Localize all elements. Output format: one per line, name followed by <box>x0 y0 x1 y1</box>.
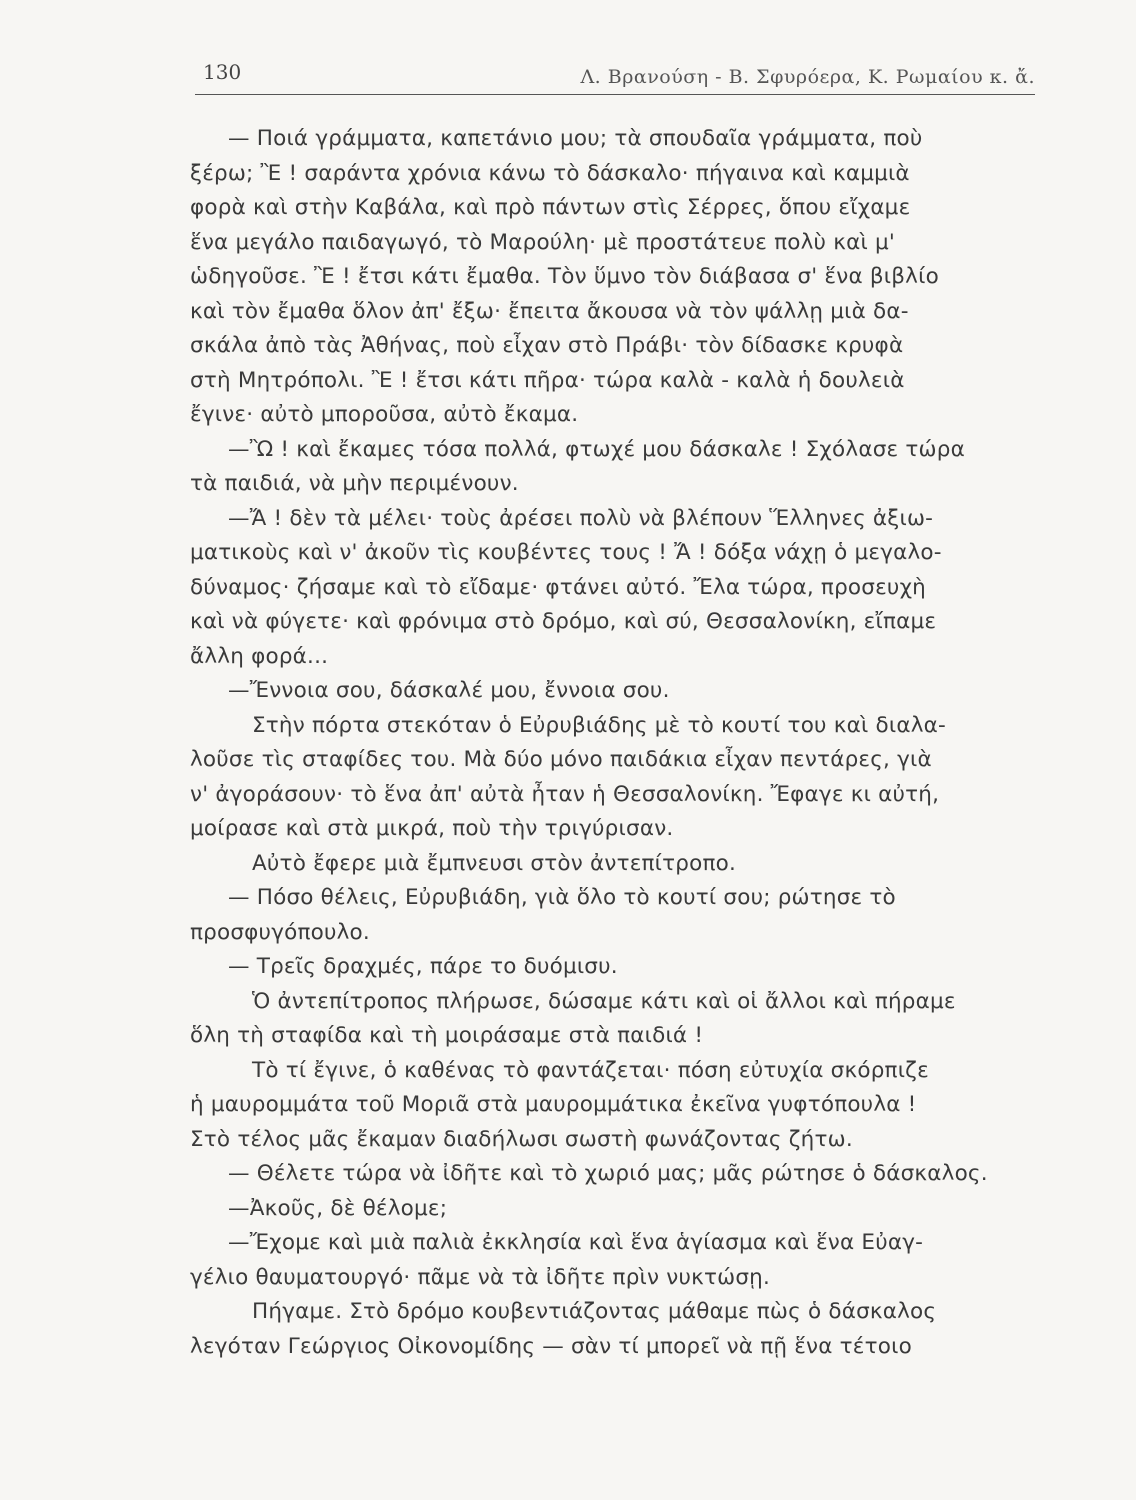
text-line: ν' ἀγοράσουν· τὸ ἕνα ἀπ' αὐτὰ ἦταν ἡ Θεσσαλονίκη. Ἔφαγε κι αὐτή, <box>190 781 940 807</box>
text-line: ὡδηγοῦσε. Ἒ ! ἔτσι κάτι ἔμαθα. Τὸν ὕμνο τὸν διάβασα σ' ἕνα βιβλίο <box>190 264 939 289</box>
page-number: 130 <box>203 60 242 84</box>
text-line: στὴ Μητρόπολι. Ἒ ! ἔτσι κάτι πῆρα· τώρα καλὰ - καλὰ ἡ δουλειὰ <box>190 367 905 393</box>
text-line: μοίρασε καὶ στὰ μικρά, ποὺ τὴν τριγύρισαν. <box>190 816 674 841</box>
text-line: δύναμος· ζήσαμε καὶ τὸ εἴδαμε· φτάνει αὐτό. Ἔλα τώρα, προσευχὴ <box>190 574 927 600</box>
body-text <box>190 122 1040 1364</box>
text-line: φορὰ καὶ στὴν Καβάλα, καὶ πρὸ πάντων στὶς Σέρρες, ὅπου εἴχαμε <box>190 195 911 220</box>
text-line: λοῦσε τὶς σταφίδες του. Μὰ δύο μόνο παιδάκια εἶχαν πεντάρες, γιὰ <box>190 747 932 772</box>
text-line: τὰ παιδιά, νὰ μὴν περιμένουν. <box>190 471 519 496</box>
text-line: Αὐτὸ ἔφερε μιὰ ἔμπνευσι στὸν ἀντεπίτροπο. <box>252 850 737 876</box>
text-line: —Ἄ ! δὲν τὰ μέλει· τοὺς ἀρέσει πολὺ νὰ βλέπουν Ἕλληνες ἀξιω- <box>228 505 934 531</box>
text-line: — Ποιά γράμματα, καπετάνιο μου; τὰ σπουδαῖα γράμματα, ποὺ <box>228 126 923 151</box>
text-line: —Ἔννοια σου, δάσκαλέ μου, ἔννοια σου. <box>228 678 670 703</box>
text-line: — Θέλετε τώρα νὰ ἰδῆτε καὶ τὸ χωριό μας; μᾶς ρώτησε ὁ δάσκαλος. <box>228 1161 988 1186</box>
text-line: ὅλη τὴ σταφίδα καὶ τὴ μοιράσαμε στὰ παιδιά ! <box>190 1023 704 1048</box>
text-line: Τὸ τί ἔγινε, ὁ καθένας τὸ φαντάζεται· πόση εὐτυχία σκόρπιζε <box>252 1057 929 1083</box>
text-line: — Τρεῖς δραχμές, πάρε το δυόμισυ. <box>228 954 618 979</box>
text-line: λεγόταν Γεώργιος Οἰκονομίδης — σὰν τί μπορεῖ νὰ πῇ ἕνα τέτοιο <box>190 1333 912 1359</box>
text-line: ἡ μαυρομμάτα τοῦ Μοριᾶ στὰ μαυρομμάτικα ἐκεῖνα γυφτόπουλα ! <box>190 1092 917 1117</box>
text-line: —Ἀκοῦς, δὲ θέλομε; <box>228 1195 448 1221</box>
text-line: — Πόσο θέλεις, Εὐρυβιάδη, γιὰ ὅλο τὸ κουτί σου; ρώτησε τὸ <box>228 885 896 910</box>
text-line: Στὸ τέλος μᾶς ἔκαμαν διαδήλωσι σωστὴ φωνάζοντας ζήτω. <box>190 1126 853 1152</box>
text-line: προσφυγόπουλο. <box>190 919 370 945</box>
text-line: σκάλα ἀπὸ τὰς Ἀθήνας, ποὺ εἶχαν στὸ Πράβι· τὸν δίδασκε κρυφὰ <box>190 333 904 358</box>
text-line: —Ἔχομε καὶ μιὰ παλιὰ ἐκκλησία καὶ ἕνα ἁγίασμα καὶ ἕνα Εὐαγ- <box>228 1230 924 1255</box>
text-line: Πήγαμε. Στὸ δρόμο κουβεντιάζοντας μάθαμε πὼς ὁ δάσκαλος <box>252 1299 937 1324</box>
text-line: ἕνα μεγάλο παιδαγωγό, τὸ Μαρούλη· μὲ προστάτευε πολὺ καὶ μ' <box>190 229 895 255</box>
running-head: Λ. Βρανούση - Β. Σφυρόερα, Κ. Ρωμαίου κ. ἄ. <box>580 66 1035 88</box>
text-line: ματικοὺς καὶ ν' ἀκοῦν τὶς κουβέντες τους ! Ἄ ! δόξα νάχῃ ὁ μεγαλο- <box>190 540 942 565</box>
text-line: —Ὢ ! καὶ ἔκαμες τόσα πολλά, φτωχέ μου δάσκαλε ! Σχόλασε τώρα <box>228 436 965 462</box>
text-line: ἄλλη φορά... <box>190 643 329 669</box>
text-line: καὶ τὸν ἔμαθα ὅλον ἀπ' ἔξω· ἔπειτα ἄκουσα νὰ τὸν ψάλλῃ μιὰ δα- <box>190 298 909 324</box>
text-line: Στὴν πόρτα στεκόταν ὁ Εὐρυβιάδης μὲ τὸ κουτί του καὶ διαλα- <box>252 712 946 738</box>
text-line: καὶ νὰ φύγετε· καὶ φρόνιμα στὸ δρόμο, καὶ σύ, Θεσσαλονίκη, εἴπαμε <box>190 609 937 634</box>
page-header <box>195 56 1035 95</box>
text-line: Ὁ ἀντεπίτροπος πλήρωσε, δώσαμε κάτι καὶ οἱ ἄλλοι καὶ πήραμε <box>252 988 956 1014</box>
text-line: ἔγινε· αὐτὸ μποροῦσα, αὐτὸ ἔκαμα. <box>190 402 579 427</box>
text-line: γέλιο θαυματουργό· πᾶμε νὰ τὰ ἰδῆτε πρὶν νυκτώσῃ. <box>190 1264 771 1290</box>
text-line: ξέρω; Ἒ ! σαράντα χρόνια κάνω τὸ δάσκαλο· πήγαινα καὶ καμμιὰ <box>190 160 910 186</box>
